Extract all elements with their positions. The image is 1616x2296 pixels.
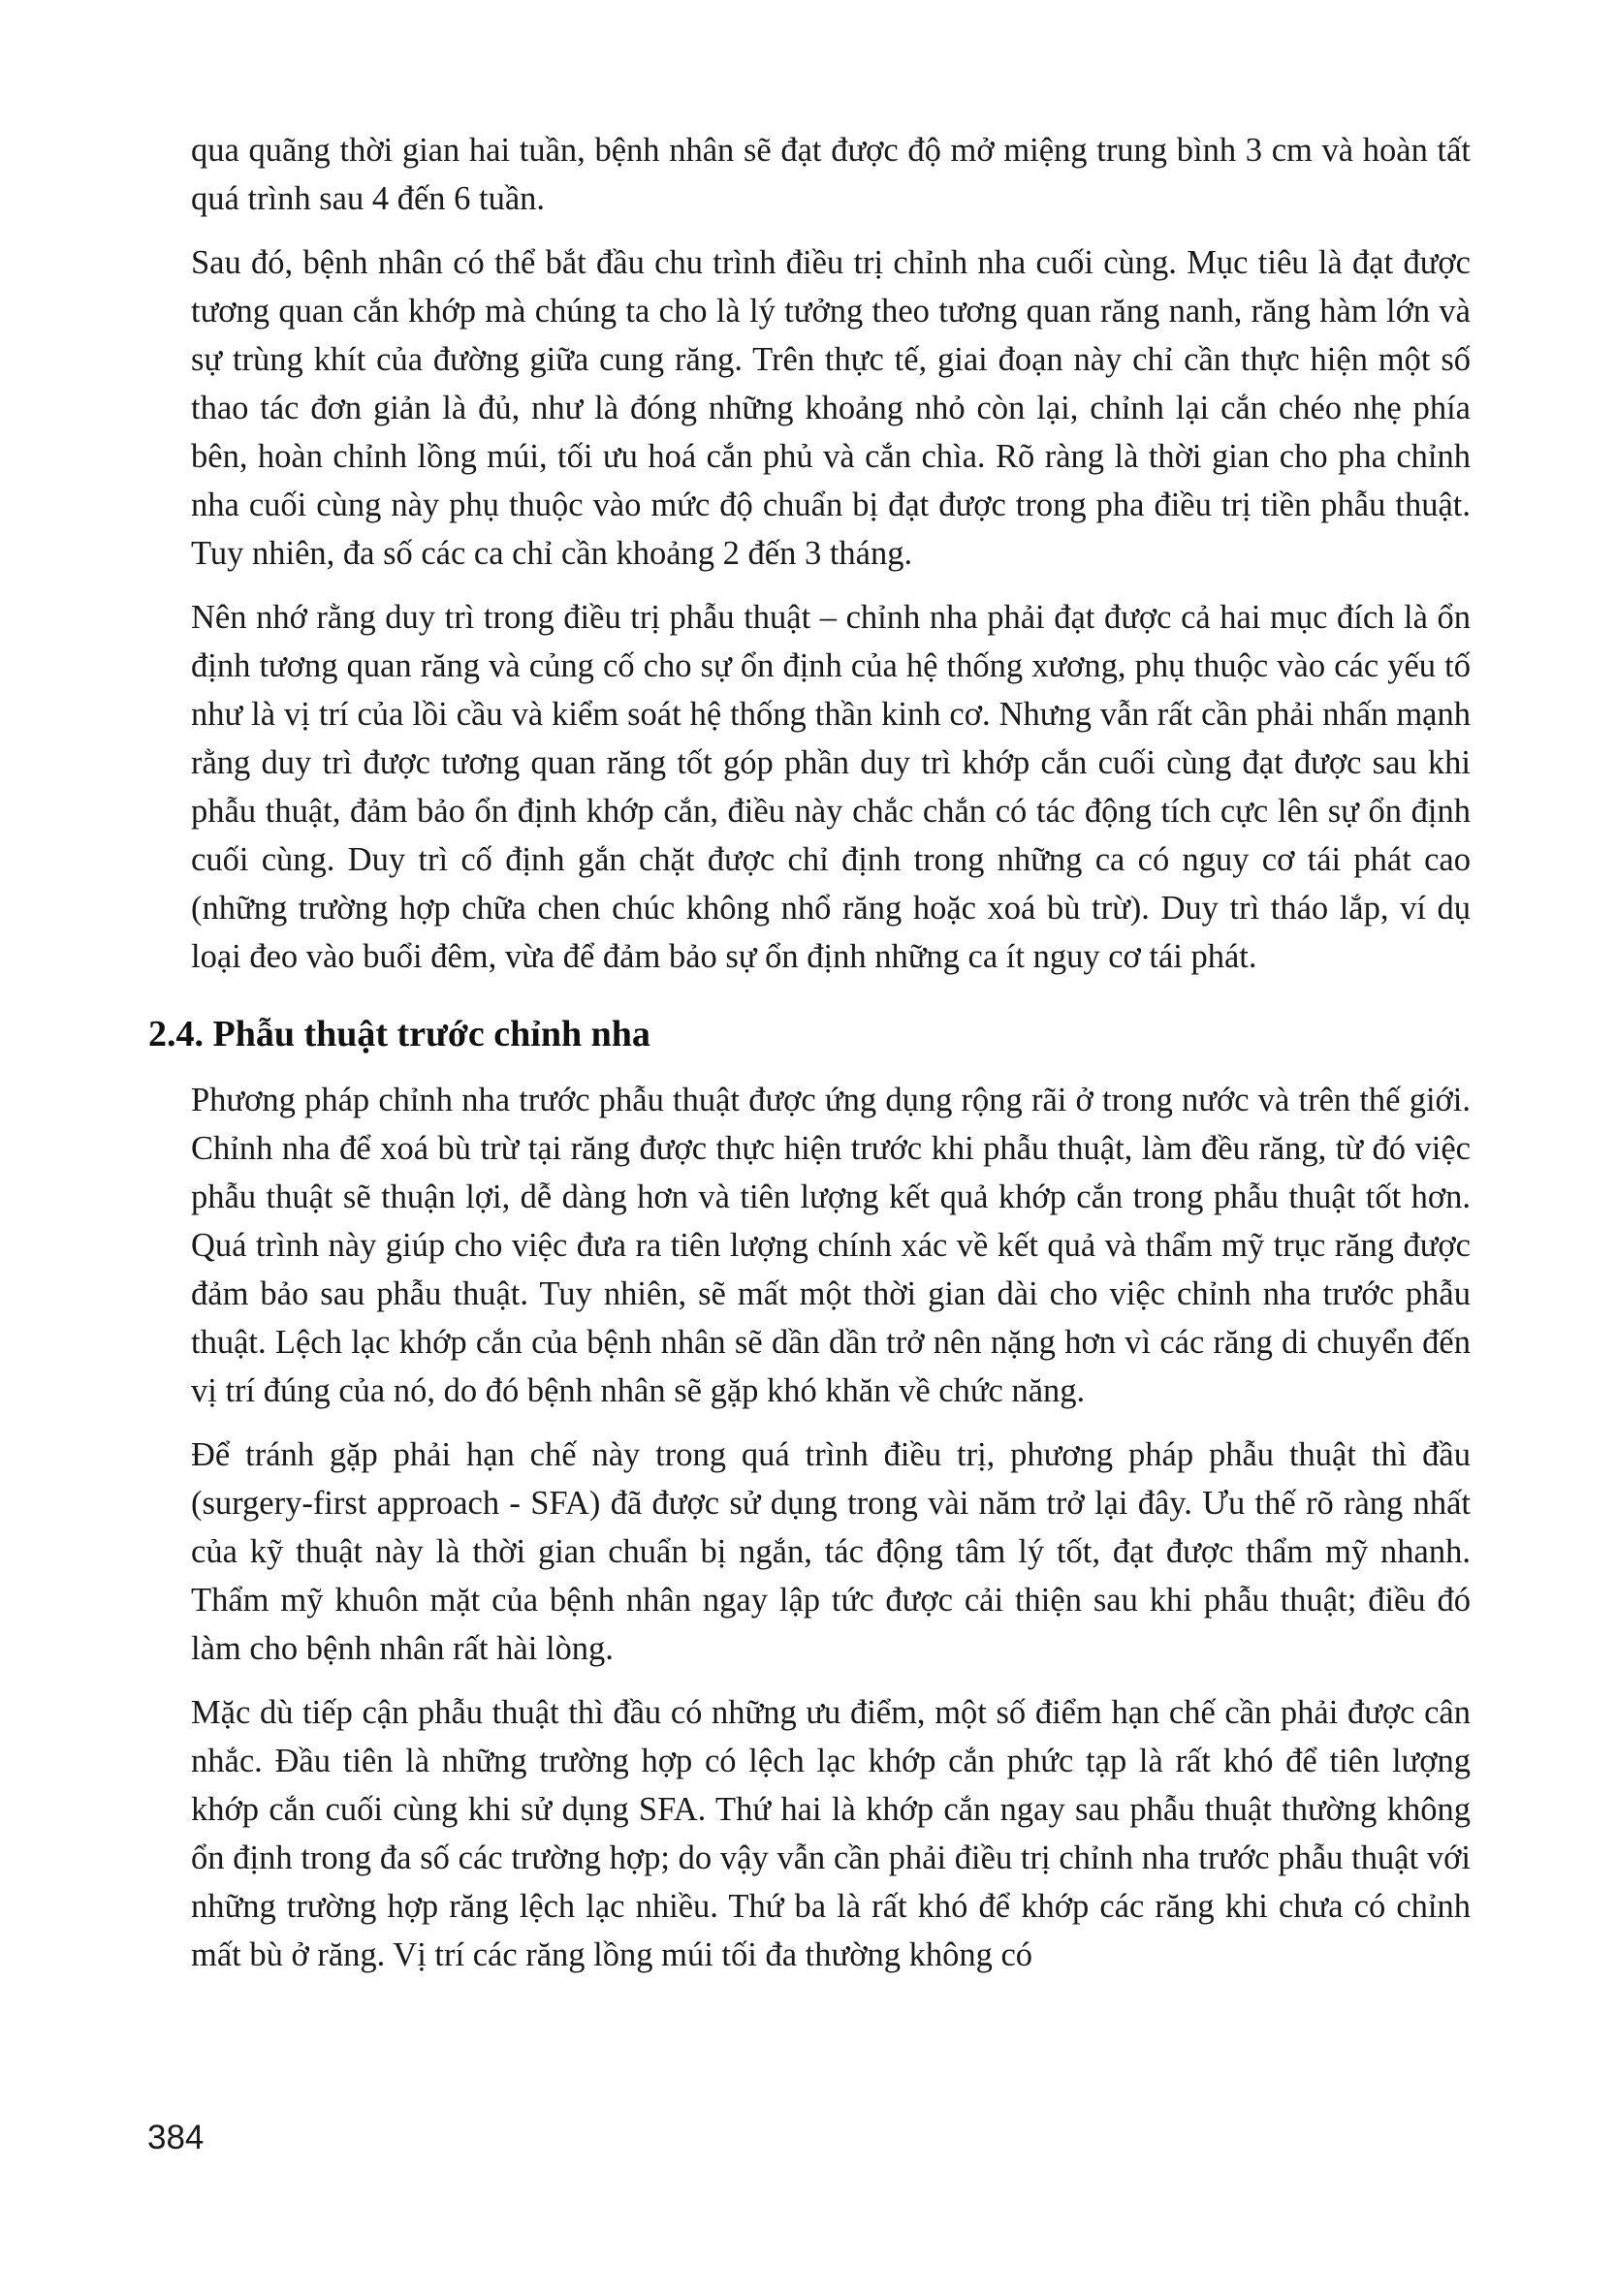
section-heading: 2.4. Phẫu thuật trước chỉnh nha bbox=[148, 1014, 650, 1054]
body-paragraph: Mặc dù tiếp cận phẫu thuật thì đầu có những ưu điểm, một số điểm hạn chế cần phải được cân nhắc. Đầu tiên là những trường hợp có lệch lạc khớp cắn phức tạp là rất khó để tiên lượng khớp cắn cuối cùng khi sử dụng SFA. Thứ hai là khớp cắn ngay sau phẫu thuật thường không ổn định trong đa số các trường hợp; do vậy vẫn cần phải điều trị chỉnh nha trước phẫu thuật với những trường hợp răng lệch lạc nhiều. Thứ ba là rất khó để khớp các răng khi chưa có chỉnh mất bù ở răng. Vị trí các răng lồng múi tối đa thường không có bbox=[191, 1694, 1471, 1973]
document-page bbox=[148, 126, 1471, 1995]
body-paragraph: Sau đó, bệnh nhân có thể bắt đầu chu trình điều trị chỉnh nha cuối cùng. Mục tiêu là đạt được tương quan cắn khớp mà chúng ta cho là lý tưởng theo tương quan răng nanh, răng hàm lớn và sự trùng khít của đường giữa cung răng. Trên thực tế, giai đoạn này chỉ cần thực hiện một số thao tác đơn giản là đủ, như là đóng những khoảng nhỏ còn lại, chỉnh lại cắn chéo nhẹ phía bên, hoàn chỉnh lồng múi, tối ưu hoá cắn phủ và cắn chìa. Rõ ràng là thời gian cho pha chỉnh nha cuối cùng này phụ thuộc vào mức độ chuẩn bị đạt được trong pha điều trị tiền phẫu thuật. Tuy nhiên, đa số các ca chỉ cần khoảng 2 đến 3 tháng. bbox=[191, 244, 1471, 572]
body-paragraph: Phương pháp chỉnh nha trước phẫu thuật được ứng dụng rộng rãi ở trong nước và trên thế giới. Chỉnh nha để xoá bù trừ tại răng được thực hiện trước khi phẫu thuật, làm đều răng, từ đó việc phẫu thuật sẽ thuận lợi, dễ dàng hơn và tiên lượng kết quả khớp cắn trong phẫu thuật tốt hơn. Quá trình này giúp cho việc đưa ra tiên lượng chính xác về kết quả và thẩm mỹ trục răng được đảm bảo sau phẫu thuật. Tuy nhiên, sẽ mất một thời gian dài cho việc chỉnh nha trước phẫu thuật. Lệch lạc khớp cắn của bệnh nhân sẽ dần dần trở nên nặng hơn vì các răng di chuyển đến vị trí đúng của nó, do đó bệnh nhân sẽ gặp khó khăn về chức năng. bbox=[191, 1082, 1471, 1409]
body-paragraph: qua quãng thời gian hai tuần, bệnh nhân sẽ đạt được độ mở miệng trung bình 3 cm và hoàn tất quá trình sau 4 đến 6 tuần. bbox=[191, 132, 1471, 217]
body-paragraph: Nên nhớ rằng duy trì trong điều trị phẫu thuật – chỉnh nha phải đạt được cả hai mục đích là ổn định tương quan răng và củng cố cho sự ổn định của hệ thống xương, phụ thuộc vào các yếu tố như là vị trí của lồi cầu và kiểm soát hệ thống thần kinh cơ. Nhưng vẫn rất cần phải nhấn mạnh rằng duy trì được tương quan răng tốt góp phần duy trì khớp cắn cuối cùng đạt được sau khi phẫu thuật, đảm bảo ổn định khớp cắn, điều này chắc chắn có tác động tích cực lên sự ổn định cuối cùng. Duy trì cố định gắn chặt được chỉ định trong những ca có nguy cơ tái phát cao (những trường hợp chữa chen chúc không nhổ răng hoặc xoá bù trừ). Duy trì tháo lắp, ví dụ loại đeo vào buổi đêm, vừa để đảm bảo sự ổn định những ca ít nguy cơ tái phát. bbox=[191, 599, 1471, 975]
body-paragraph: Để tránh gặp phải hạn chế này trong quá trình điều trị, phương pháp phẫu thuật thì đầu (surgery-first approach - SFA) đã được sử dụng trong vài năm trở lại đây. Ưu thế rõ ràng nhất của kỹ thuật này là thời gian chuẩn bị ngắn, tác động tâm lý tốt, đạt được thẩm mỹ nhanh. Thẩm mỹ khuôn mặt của bệnh nhân ngay lập tức được cải thiện sau khi phẫu thuật; điều đó làm cho bệnh nhân rất hài lòng. bbox=[191, 1436, 1471, 1667]
page-number: 384 bbox=[147, 2119, 205, 2156]
